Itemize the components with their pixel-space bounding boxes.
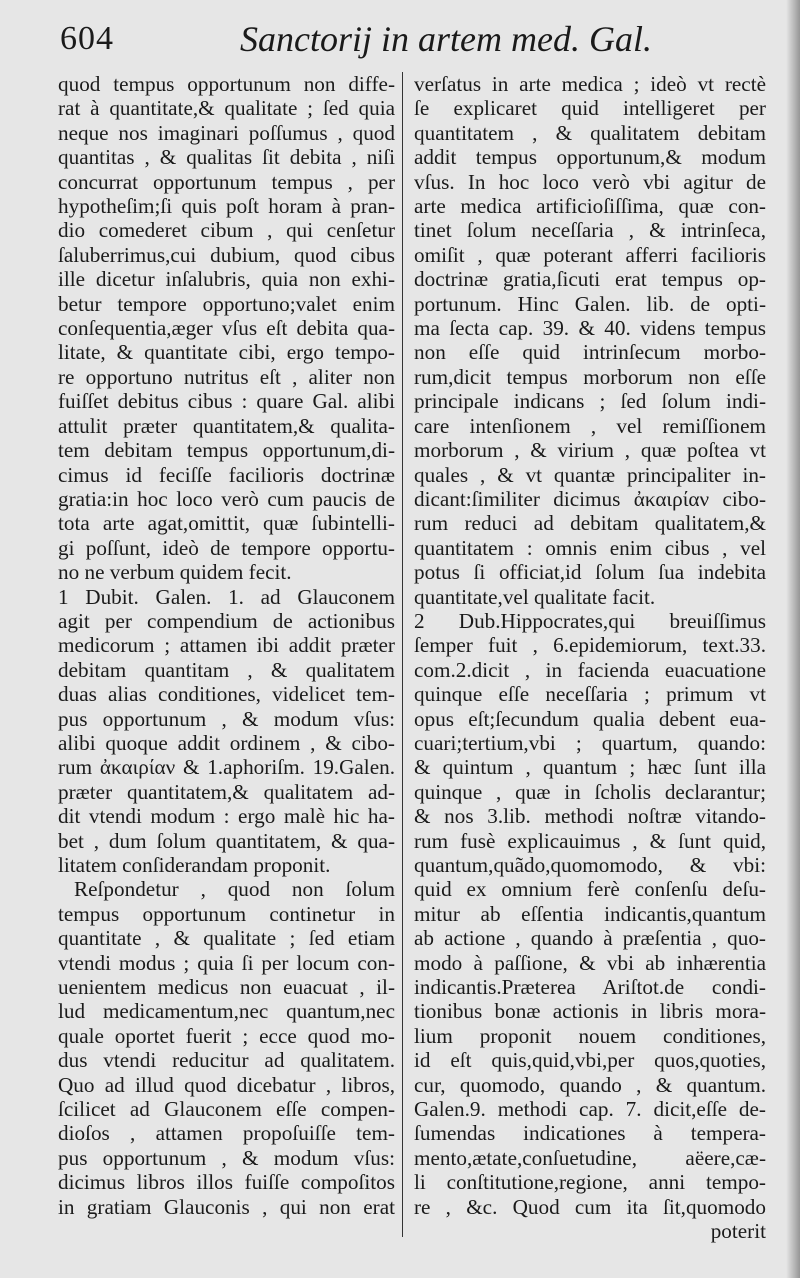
text-line: potus ſi officiat,id ſolum ſua indebita	[414, 560, 766, 585]
text-line: quale oportet fuerit ; ecce quod mo-	[58, 1023, 395, 1048]
text-line: addit tempus opportunum,& modum	[414, 145, 766, 170]
text-line: modo à paſſione, & vbi ab inhærentia	[414, 950, 766, 975]
text-line: dio comederet cibum , qui cenſetur	[58, 218, 395, 243]
page-number: 604	[60, 20, 114, 57]
text-line: re opportuno nutritus eſt , aliter non	[58, 364, 395, 389]
text-line: & nos 3.lib. methodi noſtræ vitando-	[414, 804, 766, 829]
text-line: quantum,quãdo,quomomodo, & vbi:	[414, 853, 766, 877]
text-line: quantitate,vel qualitate facit.	[414, 584, 656, 609]
right-text-column	[414, 72, 766, 1244]
text-line: ab actione , quando à præſentia , quo-	[414, 926, 766, 951]
text-line: quales , & vt quantæ principaliter in-	[414, 462, 766, 487]
text-line: ma ſecta cap. 39. & 40. videns tempus	[414, 316, 766, 341]
text-line: dioſos , attamen propoſuiſſe tem-	[58, 1121, 395, 1146]
text-line: rum ἀκαιρίαν & 1.aphoriſm. 19.Galen.	[58, 755, 395, 780]
text-line: quid ex omnium ferè conſenſu deſu-	[414, 877, 766, 902]
text-line: litatem conſiderandam proponit.	[58, 853, 331, 877]
text-line: ille dicetur inſalubris, quia non exhi-	[58, 267, 395, 292]
text-line: tem debitam tempus opportunum,di-	[58, 438, 395, 463]
text-line: gi poſſunt, ideò de tempore opportu-	[58, 535, 395, 560]
text-line: non eſſe quid intrinſecum morbo-	[414, 340, 766, 365]
text-line: litate, & quantitate cibi, ergo tempo-	[58, 340, 395, 365]
text-line: dus vtendi reducitur ad qualitatem.	[58, 1048, 395, 1073]
text-line: no ne verbum quidem fecit.	[58, 560, 292, 585]
text-line: rum reduci ad debitam qualitatem,&	[414, 511, 766, 536]
text-line: dicant:ſimiliter dicimus ἀκαιρίαν cibo-	[414, 486, 766, 511]
text-line: Galen.9. methodi cap. 7. dicit,eſſe de-	[414, 1097, 766, 1122]
text-line: rat à quantitate,& qualitate ; ſed quia	[58, 96, 395, 121]
text-line: neque nos imaginari poſſumus , quod	[58, 120, 395, 145]
text-line: & quintum , quantum ; hæc ſunt illa	[414, 755, 766, 780]
text-line: alibi quoque addit ordinem , & cibo-	[58, 730, 395, 755]
text-line: duas alias conditiones, videlicet tem-	[58, 682, 395, 707]
text-line: com.2.dicit , in facienda euacuatione	[414, 657, 766, 682]
text-line: 1 Dubit. Galen. 1. ad Glauconem	[58, 584, 395, 609]
text-line: ſaluberrimus,cui dubium, quod cibus	[58, 242, 395, 267]
text-line: re , &c. Quod cum ita ſit,quomodo	[414, 1194, 766, 1219]
text-line: hypotheſim;ſi quis poſt horam à pran-	[58, 194, 395, 219]
text-line: vtendi modus ; quia ſi per locum con-	[58, 950, 395, 975]
text-line: ſemper fuit , 6.epidemiorum, text.33.	[414, 633, 766, 658]
text-line: quantitatem : omnis enim cibus , vel	[414, 535, 766, 560]
text-line: quantitatem , & qualitatem debitam	[414, 120, 766, 145]
text-line: cur, quomodo, quando , & quantum.	[414, 1072, 766, 1097]
text-line: lud medicamentum,nec quantum,nec	[58, 999, 395, 1024]
text-line: care intenſionem , vel remiſſionem	[414, 413, 766, 438]
text-line: conſequentia,æger vſus eſt debita qua-	[58, 316, 395, 341]
text-line: betur tempore opportuno;valet enim	[58, 291, 395, 316]
text-line: ſe explicaret quid intelligeret per	[414, 96, 766, 121]
text-line: lium proponit nouem conditiones,	[414, 1023, 766, 1048]
text-line: debitam quantitam , & qualitatem	[58, 657, 395, 682]
text-line: tionibus bonæ actionis in libris mora-	[414, 999, 766, 1024]
text-line: doctrinæ gratia,ſicuti erat tempus op-	[414, 267, 766, 292]
text-line: quinque , quæ in ſcholis declarantur;	[414, 779, 766, 804]
text-line: pus opportunum , & modum vſus:	[58, 706, 395, 731]
text-line: Quo ad illud quod dicebatur , libros,	[58, 1072, 395, 1097]
text-line: mento,ætate,conſuetudine, aëere,cæ-	[414, 1145, 766, 1170]
text-line: ſcilicet ad Glauconem eſſe compen-	[58, 1097, 395, 1122]
text-line: tota arte agat,omittit, quæ ſubintelli-	[58, 511, 395, 536]
text-line: verſatus in arte medica ; ideò vt rectè	[414, 72, 766, 96]
text-line: dicimus libros illos fuiſſe compoſitos	[58, 1170, 395, 1195]
text-line: medicorum ; attamen ibi addit præter	[58, 633, 395, 658]
text-line: præter quantitatem,& qualitatem ad-	[58, 779, 395, 804]
page-header	[60, 18, 760, 66]
text-line: quantitate , & qualitate ; ſed etiam	[58, 926, 395, 951]
text-line: Reſpondetur , quod non ſolum	[74, 877, 395, 902]
page-edge-shadow	[786, 0, 800, 1278]
text-line: fuiſſet debitus cibus : quare Gal. alibi	[58, 389, 395, 414]
text-line: cimus id feciſſe facilioris doctrinæ	[58, 462, 395, 487]
text-line: rum fusè explicauimus , & ſunt quid,	[414, 828, 766, 853]
text-line: concurrat opportunum tempus , per	[58, 169, 395, 194]
text-line: cuari;tertium,vbi ; quartum, quando:	[414, 730, 766, 755]
text-line: id eſt quis,quid,vbi,per quos,quoties,	[414, 1048, 766, 1073]
left-text-column	[58, 72, 395, 1219]
text-line: omiſit , quæ poterant afferri facilioris	[414, 242, 766, 267]
text-line: arte medica artificioſiſſima, quæ con-	[414, 194, 766, 219]
text-line: agit per compendium de actionibus	[58, 608, 395, 633]
text-line: uenientem medicus non euacuat , il-	[58, 975, 395, 1000]
text-line: quantitas , & qualitas ſit debita , niſi	[58, 145, 395, 170]
column-divider	[402, 72, 403, 1237]
text-line: li conſtitutione,regione, anni tempo-	[414, 1170, 766, 1195]
text-line: ſumendas indicationes à tempera-	[414, 1121, 766, 1146]
text-line: poterit	[710, 1219, 766, 1244]
text-line: gratia:in hoc loco verò cum paucis de	[58, 486, 395, 511]
text-line: tinet ſolum neceſſaria , & intrinſeca,	[414, 218, 766, 243]
running-title: Sanctorij in artem med. Gal.	[240, 19, 652, 59]
text-line: vſus. In hoc loco verò vbi agitur de	[414, 169, 766, 194]
text-line: 2 Dub.Hippocrates,qui breuiſſimus	[414, 608, 766, 633]
text-line: bet , dum ſolum quantitatem, & qua-	[58, 828, 395, 853]
text-line: tempus opportunum continetur in	[58, 901, 395, 926]
text-line: pus opportunum , & modum vſus:	[58, 1145, 395, 1170]
text-line: principale indicans ; ſed ſolum indi-	[414, 389, 766, 414]
text-line: quod tempus opportunum non diffe-	[58, 72, 395, 96]
text-line: rum,dicit tempus morborum non eſſe	[414, 364, 766, 389]
text-line: portunum. Hinc Galen. lib. de opti-	[414, 291, 766, 316]
text-line: opus eſt;ſecundum qualia debent eua-	[414, 706, 766, 731]
text-line: attulit præter quantitatem,& qualita-	[58, 413, 395, 438]
text-line: in gratiam Glauconis , qui non erat	[58, 1194, 395, 1219]
text-line: dit vtendi modum : ergo malè hic ha-	[58, 804, 395, 829]
text-line: indicantis.Præterea Ariſtot.de condi-	[414, 975, 766, 1000]
text-line: quinque eſſe neceſſaria ; primum vt	[414, 682, 766, 707]
text-line: mitur ab eſſentia indicantis,quantum	[414, 901, 766, 926]
text-line: morborum , & virium , quæ poſtea vt	[414, 438, 766, 463]
